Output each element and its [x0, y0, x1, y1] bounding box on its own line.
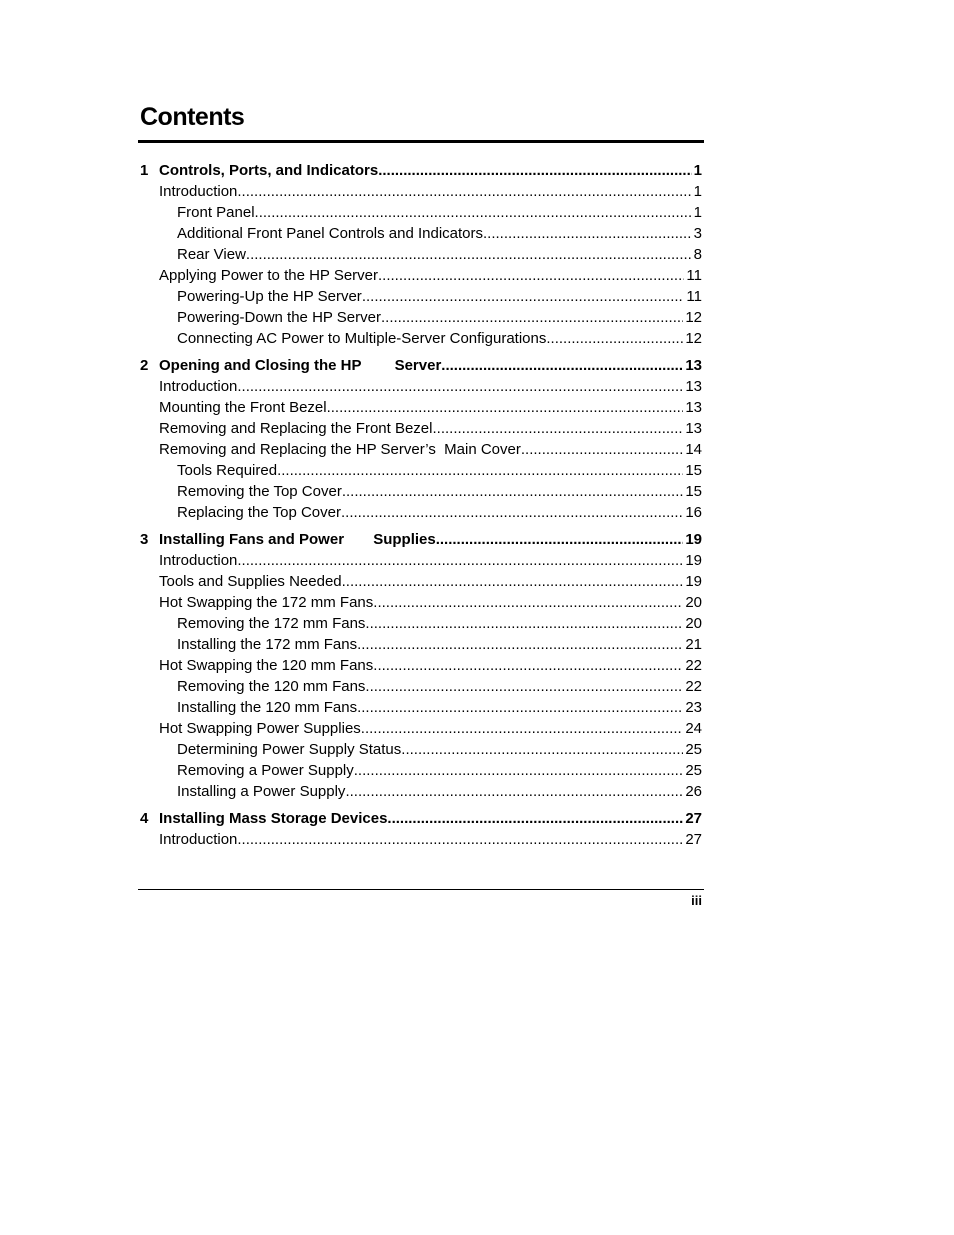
dot-leader — [237, 829, 683, 850]
toc-entry-label: Connecting AC Power to Multiple-Server Configurations — [177, 330, 547, 347]
toc-entry-label: Powering-Up the HP Server — [177, 288, 362, 305]
toc-entry-label: Rear View — [177, 246, 246, 263]
toc-entry-label: Removing the 120 mm Fans — [177, 678, 366, 695]
dot-leader — [381, 307, 683, 328]
toc-entry[interactable] — [140, 676, 702, 697]
toc-entry-label: Introduction — [159, 183, 238, 200]
dot-leader — [341, 502, 683, 523]
toc-entry-label: Introduction — [159, 378, 238, 395]
toc-entry-page: 13 — [685, 399, 702, 416]
toc-entry-label: Removing the Top Cover — [177, 483, 342, 500]
toc-entry[interactable] — [140, 502, 702, 523]
dot-leader — [378, 160, 691, 181]
toc-entry-label: Tools and Supplies Needed — [159, 573, 342, 590]
toc-entry[interactable] — [140, 781, 702, 802]
toc-entry-page: 13 — [685, 378, 702, 395]
toc-entry-page: 13 — [685, 420, 702, 437]
dot-leader — [483, 223, 692, 244]
dot-leader — [436, 529, 684, 550]
toc-entry-page: 25 — [685, 741, 702, 758]
toc-entry[interactable] — [140, 460, 702, 481]
dot-leader — [362, 286, 685, 307]
toc-chapter-entry[interactable] — [140, 529, 702, 550]
toc-entry[interactable] — [140, 244, 702, 265]
toc-entry-label: Front Panel — [177, 204, 255, 221]
toc-entry-page: 27 — [685, 831, 702, 848]
toc-entry-page: 11 — [686, 267, 702, 284]
toc-entry-page: 20 — [685, 594, 702, 611]
toc-chapter-entry[interactable] — [140, 160, 702, 181]
toc-entry[interactable] — [140, 265, 702, 286]
table-of-contents — [140, 160, 702, 850]
dot-leader — [246, 244, 692, 265]
toc-entry-page: 15 — [685, 462, 702, 479]
toc-entry[interactable] — [140, 286, 702, 307]
footer-rule — [138, 889, 704, 890]
toc-entry-label: Replacing the Top Cover — [177, 504, 341, 521]
dot-leader — [361, 718, 684, 739]
toc-entry-page: 19 — [685, 531, 702, 548]
page-number: iii — [691, 893, 702, 908]
dot-leader — [342, 571, 684, 592]
dot-leader — [345, 781, 683, 802]
dot-leader — [237, 550, 683, 571]
dot-leader — [357, 697, 683, 718]
dot-leader — [373, 655, 683, 676]
toc-entry-page: 23 — [685, 699, 702, 716]
toc-entry[interactable] — [140, 592, 702, 613]
toc-entry-label: Determining Power Supply Status — [177, 741, 402, 758]
toc-entry-label: Opening and Closing the HP Server — [159, 357, 442, 374]
toc-entry-page: 8 — [693, 246, 702, 263]
dot-leader — [357, 634, 683, 655]
toc-entry-label: Hot Swapping Power Supplies — [159, 720, 361, 737]
toc-entry-label: Introduction — [159, 831, 238, 848]
dot-leader — [327, 397, 684, 418]
dot-leader — [546, 328, 683, 349]
toc-entry-page: 19 — [685, 552, 702, 569]
toc-entry[interactable] — [140, 418, 702, 439]
dot-leader — [237, 376, 683, 397]
dot-leader — [365, 613, 683, 634]
toc-entry-page: 11 — [686, 288, 702, 305]
toc-entry-page: 22 — [685, 678, 702, 695]
toc-entry-label: Removing and Replacing the HP Server’s Main Cover — [159, 441, 521, 458]
toc-entry-label: Installing the 172 mm Fans — [177, 636, 358, 653]
toc-entry[interactable] — [140, 181, 702, 202]
toc-entry[interactable] — [140, 571, 702, 592]
toc-entry-label: Hot Swapping the 172 mm Fans — [159, 594, 374, 611]
chapter-number: 2 — [140, 357, 149, 374]
toc-entry-page: 16 — [685, 504, 702, 521]
toc-entry-page: 14 — [685, 441, 702, 458]
toc-entry[interactable] — [140, 439, 702, 460]
toc-entry-label: Applying Power to the HP Server — [159, 267, 379, 284]
chapter-number: 1 — [140, 162, 149, 179]
toc-entry[interactable] — [140, 697, 702, 718]
toc-chapter-entry[interactable] — [140, 355, 702, 376]
toc-entry-label: Mounting the Front Bezel — [159, 399, 327, 416]
toc-entry[interactable] — [140, 739, 702, 760]
toc-entry-label: Installing a Power Supply — [177, 783, 346, 800]
toc-entry-label: Removing a Power Supply — [177, 762, 354, 779]
toc-entry-label: Powering-Down the HP Server — [177, 309, 381, 326]
toc-entry-page: 12 — [685, 330, 702, 347]
dot-leader — [365, 676, 683, 697]
toc-entry-label: Tools Required — [177, 462, 278, 479]
chapter-number: 4 — [140, 810, 149, 827]
toc-entry-label: Hot Swapping the 120 mm Fans — [159, 657, 374, 674]
chapter-number: 3 — [140, 531, 149, 548]
toc-entry[interactable] — [140, 829, 702, 850]
dot-leader — [378, 265, 684, 286]
toc-chapter-entry[interactable] — [140, 808, 702, 829]
toc-entry-label: Controls, Ports, and Indicators — [159, 162, 379, 179]
dot-leader — [255, 202, 692, 223]
toc-entry[interactable] — [140, 376, 702, 397]
toc-entry-page: 12 — [685, 309, 702, 326]
toc-entry-label: Introduction — [159, 552, 238, 569]
dot-leader — [433, 418, 684, 439]
toc-entry-page: 22 — [685, 657, 702, 674]
dot-leader — [277, 460, 683, 481]
toc-entry-label: Additional Front Panel Controls and Indicators — [177, 225, 484, 242]
toc-entry-page: 27 — [685, 810, 702, 827]
toc-entry[interactable] — [140, 550, 702, 571]
toc-entry[interactable] — [140, 328, 702, 349]
toc-entry-label: Removing the 172 mm Fans — [177, 615, 366, 632]
toc-entry[interactable] — [140, 223, 702, 244]
toc-entry-page: 19 — [685, 573, 702, 590]
toc-entry[interactable] — [140, 634, 702, 655]
toc-entry-label: Installing Fans and Power Supplies — [159, 531, 436, 548]
toc-entry-page: 15 — [685, 483, 702, 500]
toc-entry-page: 25 — [685, 762, 702, 779]
toc-entry[interactable] — [140, 718, 702, 739]
dot-leader — [387, 808, 683, 829]
toc-entry-page: 20 — [685, 615, 702, 632]
dot-leader — [354, 760, 684, 781]
toc-entry[interactable] — [140, 481, 702, 502]
toc-entry-page: 3 — [693, 225, 702, 242]
toc-entry-page: 1 — [693, 183, 702, 200]
dot-leader — [237, 181, 691, 202]
toc-entry[interactable] — [140, 202, 702, 223]
dot-leader — [401, 739, 683, 760]
toc-entry-page: 21 — [685, 636, 702, 653]
toc-entry-label: Installing Mass Storage Devices — [159, 810, 388, 827]
dot-leader — [373, 592, 683, 613]
toc-entry-page: 24 — [685, 720, 702, 737]
toc-entry-page: 1 — [693, 204, 702, 221]
toc-entry-page: 13 — [685, 357, 702, 374]
toc-entry-page: 1 — [693, 162, 702, 179]
page-title: Contents — [140, 103, 245, 131]
toc-entry[interactable] — [140, 655, 702, 676]
toc-entry-label: Removing and Replacing the Front Bezel — [159, 420, 433, 437]
dot-leader — [441, 355, 683, 376]
dot-leader — [521, 439, 683, 460]
toc-entry[interactable] — [140, 613, 702, 634]
dot-leader — [342, 481, 684, 502]
toc-entry[interactable] — [140, 307, 702, 328]
title-rule — [138, 140, 704, 143]
toc-entry[interactable] — [140, 397, 702, 418]
toc-entry-page: 26 — [685, 783, 702, 800]
toc-entry-label: Installing the 120 mm Fans — [177, 699, 358, 716]
toc-entry[interactable] — [140, 760, 702, 781]
